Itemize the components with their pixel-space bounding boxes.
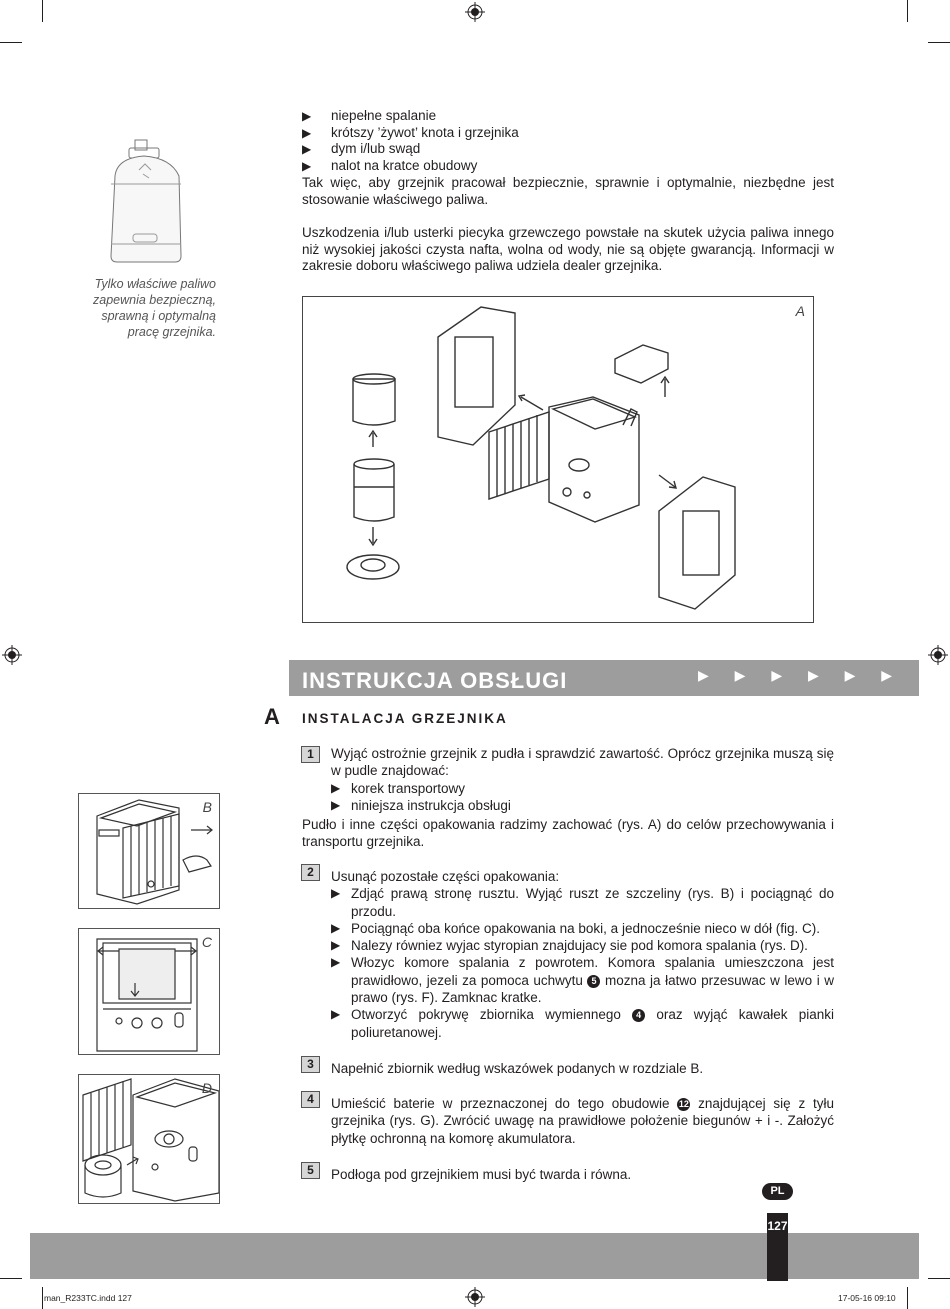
problem-bullet-list: [302, 108, 842, 174]
section-letter: A: [264, 704, 280, 729]
bullet-arrow-icon: ▶: [302, 158, 312, 173]
step-4-text: Umieścić baterie w przeznaczonej do tego obudowie 12 znajdującej się z tyłu grzejnika (rys. G). Zwrócić uwagę na prawidłowe położenie biegunów + i -. Założyć płytkę ochronną na komorę akumulatora.: [331, 1096, 834, 1146]
fuel-canister-icon: [105, 136, 189, 266]
step-1-text: Wyjąć ostrożnie grzejnik z pudła i sprawdzić zawartość. Oprócz grzejnika muszą się w pudle znajdować: ▶ korek transportowy ▶ niniejsza instrukcja obsługi: [331, 746, 834, 813]
crop-mark: [928, 1278, 950, 1279]
step-number: 3: [301, 1056, 320, 1073]
part-ref-badge: 5: [587, 975, 600, 988]
bullet-arrow-icon: ▶: [331, 780, 341, 795]
figure-b: [78, 793, 220, 909]
slug-date: 17-05-16 09:10: [838, 1293, 896, 1303]
page-number: 127: [767, 1213, 788, 1281]
section-title: INSTALACJA GRZEJNIKA: [302, 711, 508, 726]
list-item: ▶ niepełne spalanie: [302, 108, 437, 123]
step-number: 2: [301, 864, 320, 881]
crop-mark: [0, 1278, 22, 1279]
crop-mark: [907, 1287, 908, 1309]
step-3-text: Napełnić zbiornik według wskazówek podanych w rozdziale B.: [331, 1061, 704, 1076]
step-number: 5: [301, 1162, 320, 1179]
figure-label: D: [201, 1080, 212, 1096]
language-badge: PL: [762, 1183, 793, 1200]
bullet-arrow-icon: ▶: [331, 938, 341, 953]
list-item: ▶ niniejsza instrukcja obsługi: [331, 797, 511, 813]
list-item: ▶ Otworzyć pokrywę zbiornika wymiennego 4 oraz wyjąć kawałek pianki poliuretanowej.: [331, 1007, 834, 1040]
intro-paragraph: Tak więc, aby grzejnik pracował bezpiecznie, sprawnie i optymalnie, niezbędne jest stosowanie właściwego paliwa.: [302, 175, 834, 207]
bullet-arrow-icon: ▶: [331, 886, 341, 901]
bullet-arrow-icon: ▶: [302, 109, 312, 123]
registration-mark-icon: [465, 1287, 485, 1307]
bullet-arrow-icon: ▶: [302, 125, 312, 140]
bullet-arrow-icon: ▶: [331, 955, 341, 970]
list-item: ▶ krótszy ’żywot’ knota i grzejnika: [302, 124, 519, 140]
styrofoam-removal-illustration: [79, 1075, 219, 1203]
figure-label: B: [202, 799, 212, 815]
list-item: ▶ dym i/lub swąd: [302, 141, 421, 157]
list-item: ▶ nalot na kratce obudowy: [302, 157, 478, 173]
list-item: ▶ Zdjąć prawą stronę rusztu. Wyjąć ruszt ze szczeliny (rys. B) i pociągnąć do przodu.: [331, 886, 834, 919]
list-item: ▶ korek transportowy: [331, 780, 466, 796]
crop-mark: [42, 1287, 43, 1309]
bullet-arrow-icon: ▶: [331, 1007, 341, 1022]
registration-mark-icon: [465, 2, 485, 22]
figure-d: [78, 1074, 220, 1204]
bullet-arrow-icon: ▶: [302, 142, 312, 157]
crop-mark: [42, 0, 43, 22]
banner-title: INSTRUKCJA OBSŁUGI: [302, 668, 568, 693]
step-number: 4: [301, 1091, 320, 1108]
figure-c: [78, 928, 220, 1055]
step-1-note: Pudło i inne części opakowania radzimy zachować (rys. A) do celów przechowywania i transportu grzejnika.: [302, 817, 834, 850]
list-item: ▶ Włozyc komore spalania z powrotem. Komora spalania umieszczona jest prawidłowo, jezeli za pomoca uchwytu 5 mozna ja łatwo przesuwac w lewo i w prawo (rys. F). Zamknac kratke.: [331, 955, 834, 1006]
warranty-paragraph: Uszkodzenia i/lub usterki piecyka grzewczego powstałe na skutek użycia paliwa innego niż wysokiej jakości czysta nafta, wolna od wody, nie są objęte gwarancją. Informacji w zakresie doboru właściwego paliwa udziela dealer grzejnika.: [302, 225, 834, 274]
crop-mark: [928, 42, 950, 43]
step-number: 1: [301, 746, 320, 763]
heater-grill-removal-illustration: [79, 794, 219, 908]
fuel-caption: Tylko właściwe paliwo zapewnia bezpieczną, sprawną i optymalną pracę grzejnika.: [93, 277, 216, 339]
figure-label: A: [795, 303, 805, 319]
step-5-text: Podłoga pod grzejnikiem musi być twarda i równa.: [331, 1167, 632, 1182]
crop-mark: [0, 42, 22, 43]
list-item: ▶ Nalezy równiez wyjac styropian znajdujacy sie pod komora spalania (rys. D).: [331, 938, 808, 954]
registration-mark-icon: [2, 645, 22, 665]
banner-arrows-icon: ▶ ▶ ▶ ▶ ▶ ▶: [698, 667, 904, 683]
slug-filename: man_R233TC.indd 127: [44, 1293, 132, 1303]
list-item: ▶ Pociągnąć oba końce opakowania na boki, a jednocześnie nieco w dół (fig. C).: [331, 920, 821, 936]
registration-mark-icon: [928, 645, 948, 665]
bullet-arrow-icon: ▶: [331, 797, 341, 812]
part-ref-badge: 12: [678, 1099, 689, 1109]
step-2-text: Usunąć pozostałe części opakowania: ▶ Zdjąć prawą stronę rusztu. Wyjąć ruszt ze szczeliny (rys. B) i pociągnąć do przodu. ▶ Pociągnąć oba końce opakowania na boki, a jednocześnie nieco w dół (fig. C). ▶ Nalezy równiez wyjac styropian znajdujacy sie pod komora spalania (rys. D). ▶ Włozyc komore spalania z powrotem. Komora spalania umieszczona jest prawidłowo, jezeli za pomoca uchwytu 5 mozna ja łatwo przesuwac w lewo i w prawo (rys. F). Zamknac kratke. ▶ Otworzyć pokrywę zbiornika wymiennego 4 oraz wyjąć kawałek pianki poliuretanowej.: [331, 869, 834, 1040]
packaging-removal-illustration: [79, 929, 219, 1054]
part-ref-badge: 4: [632, 1009, 645, 1022]
figure-label: C: [201, 934, 212, 950]
crop-mark: [907, 0, 908, 22]
heater-exploded-illustration: [303, 297, 813, 622]
figure-a: [302, 296, 814, 623]
bullet-arrow-icon: ▶: [331, 920, 341, 935]
